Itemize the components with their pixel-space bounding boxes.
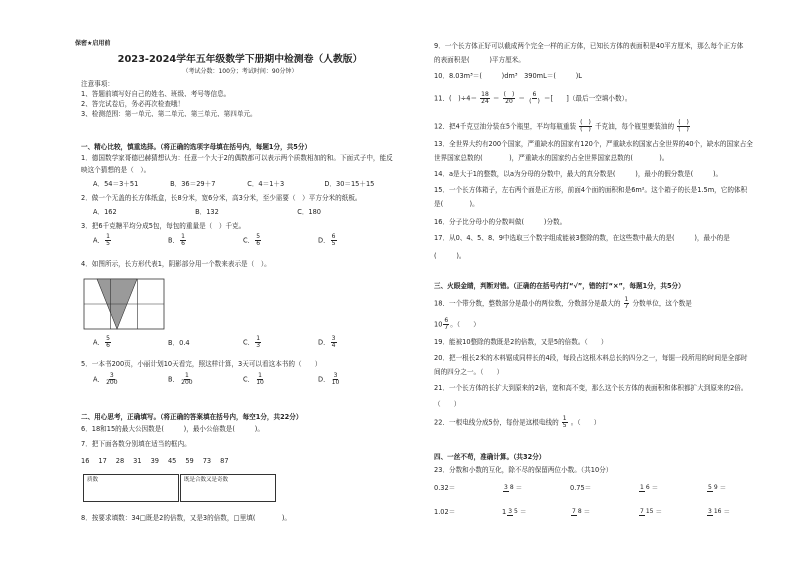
question-text: 1．德国数学家哥德巴赫猜想认为：任意一个大于2的偶数都可以表示两个质数相加的和。下面式子中，能反 [81, 154, 393, 162]
confidential-seal: 保密★启用前 [75, 40, 111, 47]
question-text: 20．把一根长2米的木料锯成同样长的4段，每段占这根木料总长的四分之一，每锯一段所用的时间是全部时 [434, 354, 748, 362]
fraction: $\frac{1}{10}$ [256, 372, 264, 386]
number-list [81, 457, 238, 466]
fraction: $\frac{5}{6}$ [256, 233, 261, 247]
exam-title: 2023-2024学年五年级数学下册期中检测卷（人教版） [117, 54, 363, 65]
number-item[interactable]: 73 [202, 457, 212, 465]
box-label: 既是合数又是奇数 [184, 477, 229, 483]
left-column [75, 0, 435, 562]
number-item[interactable]: 17 [98, 457, 107, 465]
options-row [93, 373, 393, 386]
question-text: 16．分子比分母小的分数叫做( )分数。 [434, 218, 567, 226]
number-item[interactable]: 28 [115, 457, 125, 465]
option[interactable]: A． $\frac{1}{5}$ [93, 233, 110, 247]
fraction: 3 8 [504, 483, 514, 491]
fraction: 1 6 [640, 483, 650, 491]
option[interactable]: B．36＝29＋7 [170, 180, 216, 188]
box-label: 质数 [87, 477, 99, 483]
question-text: 19．能被10整除的数既是2的倍数，又是5的倍数。（ ） [434, 338, 608, 346]
number-item[interactable]: 59 [185, 457, 194, 465]
option[interactable]: A．54＝3＋51 [93, 180, 139, 188]
calc-item: 1 3 5 ＝ [502, 507, 527, 516]
note-item: 1、答题前填写好自己的姓名、班级、考号等信息。 [81, 90, 231, 98]
number-item[interactable]: 45 [167, 457, 177, 465]
options-row [93, 208, 397, 217]
question-q12: 12．把4千克豆油分装在5个瓶里，平均每瓶重装 $\frac{( )}{( )}$ 千克油，每个瓶里要装油的 $\frac{( )}{( )}$ [434, 119, 689, 133]
options-row [93, 336, 393, 349]
question-text: 7．把下面各数分别填在适当的框内。 [81, 440, 191, 448]
fraction: $\frac{( )}{( )}$ [678, 119, 689, 133]
calc-item: 3 16 ＝ [708, 507, 731, 516]
note-item: 3、检测范围：第一单元、第二单元、第三单元、第四单元。 [81, 110, 257, 118]
fraction: $\frac{18}{24}$ [481, 91, 489, 105]
question-text: 23．分数和小数的互化，除不尽的保留两位小数。（共10分） [434, 466, 613, 474]
composite-odd-box[interactable] [180, 474, 276, 502]
fraction: $\frac{1}{5}$ [106, 233, 110, 247]
number-item[interactable]: 31 [133, 457, 142, 465]
fraction: 7 15 [640, 507, 654, 515]
question-text: ( )。 [434, 252, 466, 260]
fraction: $\frac{6}{5}$ [331, 233, 336, 247]
question-text: 间的四分之一。（ ） [434, 368, 504, 376]
question-text: 世界国家总数的( )，严重缺水的国家约占全世界国家总数的( )。 [434, 154, 669, 162]
fraction: $\frac{3}{4}$ [331, 335, 336, 349]
fraction: $\frac{3}{10}$ [331, 372, 340, 386]
fraction: $\frac{1}{200}$ [181, 372, 193, 386]
question-text: 4．如图所示，长方形代表1，阴影部分用一个数来表示是（ ）。 [81, 260, 271, 268]
calc-item: 0.32＝ [434, 484, 456, 492]
question-q11: 11．( )÷4＝ $\frac{18}{24}$ ＝ $\frac{( )}{20}$ ＝ $\frac{6}{( )}$ ＝[ ]（最后一空填小数）。 [434, 91, 632, 105]
section-heading: 四、一丝不苟，准确计算。（共32分） [434, 453, 546, 461]
option[interactable]: C． $\frac{5}{6}$ [243, 233, 261, 247]
question-text: 14．a是大于1的整数，以a为分母的分数中，最大的真分数是( )，最小的假分数是( )。 [434, 170, 723, 178]
option[interactable]: D． $\frac{3}{10}$ [318, 372, 340, 386]
calc-item: 0.75＝ [570, 484, 592, 492]
option[interactable]: D． $\frac{3}{4}$ [318, 335, 336, 349]
fraction: $\frac{1}{3}$ [256, 335, 261, 349]
question-text: 9．一个长方体正好可以截成两个完全一样的正方体，已知长方体的表面积是40平方厘米，那么每个正方体 [434, 42, 744, 50]
question-q18: 18．一个带分数，整数部分是最小的两位数，分数部分是最大的 $\frac{1}{7}$ 分数单位，这个数是 [434, 296, 692, 310]
question-text: 13．全世界大约有200个国家，严重缺水的国家有120个，严重缺水的国家占全世界的40个，缺水的国家占全 [434, 140, 753, 148]
question-text: （ ） [434, 400, 461, 408]
primes-box[interactable] [83, 474, 179, 502]
question-text: 的表面积是( )平方厘米。 [434, 56, 525, 64]
calc-item: 7 15 ＝ [640, 507, 663, 516]
fraction: $\frac{( )}{20}$ [503, 91, 515, 105]
fraction: 5 9 [708, 483, 718, 491]
option[interactable]: C．180 [297, 208, 322, 216]
option[interactable]: D． $\frac{6}{5}$ [318, 233, 336, 247]
option[interactable]: A． $\frac{3}{200}$ [93, 372, 118, 386]
fraction: $\frac{( )}{( )}$ [580, 119, 591, 133]
option[interactable]: C． $\frac{1}{3}$ [243, 335, 261, 349]
exam-subtitle: （考试分数：100分；考试时间：90分钟） [182, 68, 298, 75]
question-text: 15．一个长方体箱子，左右两个面是正方形，前面4个面的面积和是6m²。这个箱子的长是1.5m，它的体积 [434, 186, 748, 194]
question-text: 10．8.03m³＝( )dm³ 390mL＝( )L [434, 72, 582, 80]
options-row [93, 234, 393, 247]
question-text: 21．一个长方体的长扩大到原来的2倍，宽和高不变，那么这个长方体的表面积和体积都扩大到原来的2倍。 [434, 384, 748, 392]
calc-row [434, 484, 774, 493]
question-text: 8．按要求填数：34□既是2的倍数，又是3的倍数，□里填( )。 [81, 514, 292, 522]
fraction: $\frac{1}{7}$ [624, 296, 629, 310]
option[interactable]: C． $\frac{1}{10}$ [243, 372, 264, 386]
note-item: 2、答完试卷后，务必再次检查哦！ [81, 100, 185, 108]
question-q22: 22．一根电线分成5份，每份是这根电线的 $\frac{1}{5}$ 。（ ） [434, 415, 601, 429]
fraction: 3 5 [508, 507, 518, 515]
notes-heading: 注意事项： [81, 80, 114, 88]
question-text: 5．一本书200页，小丽计划10天看完，照这样计算，3天可以看这本书的（ ） [81, 360, 322, 368]
option[interactable]: B． $\frac{1}{6}$ [168, 233, 185, 247]
calc-item: 3 8 ＝ [504, 483, 523, 492]
calc-item: 7 8 ＝ [572, 507, 591, 516]
fraction: $\frac{5}{6}$ [106, 335, 110, 349]
option[interactable]: B． $\frac{1}{200}$ [168, 372, 193, 386]
question-text: 2．做一个无盖的长方体纸盒，长8分米，宽6分米，高3分米，至少需要（ ）平方分米的纸板。 [81, 194, 362, 202]
question-text: 3．把6千克糖平均分成5包，每包的重量是（ ）千克。 [81, 222, 246, 230]
number-item[interactable]: 87 [220, 457, 229, 465]
question-q18-answer: 10 $\frac{6}{7}$ 。（ ） [434, 317, 480, 331]
fraction: $\frac{6}{( )}$ [529, 91, 540, 105]
options-row [93, 180, 399, 189]
section-heading: 一、精心比较，慎重选择。（将正确的选项字母填在括号内，每题1分，共5分） [81, 143, 312, 151]
question-text: 映这个猜想的是（ ）。 [81, 166, 151, 174]
option[interactable]: B．132 [195, 208, 219, 216]
option[interactable]: C．4＝1＋3 [247, 180, 285, 188]
calc-row [434, 508, 774, 517]
fraction: 3 16 [708, 507, 722, 515]
fraction: $\frac{1}{6}$ [181, 233, 185, 247]
option[interactable]: B．0.4 [168, 338, 190, 347]
option[interactable]: A． $\frac{5}{6}$ [93, 335, 110, 349]
question-text: 17．从0、4、5、8、9中选取三个数字组成能被3整除的数，在这些数中最大的是( )，最小的是 [434, 234, 730, 242]
calc-item: 5 9 ＝ [708, 483, 727, 492]
fraction: $\frac{1}{5}$ [562, 415, 567, 429]
calc-item: 1 6 ＝ [640, 483, 659, 492]
fraction: 7 8 [572, 507, 582, 515]
question-text: 6．18和15的最大公因数是( )，最小公倍数是( )。 [81, 425, 264, 433]
option[interactable]: D．30＝15＋15 [324, 180, 375, 188]
fraction: $\frac{3}{200}$ [106, 372, 118, 386]
section-heading: 二、用心思考，正确填写。（将正确的答案填在括号内，每空1分，共22分） [81, 413, 303, 421]
number-item[interactable]: 16 [81, 457, 90, 465]
fraction: $\frac{6}{7}$ [444, 317, 449, 331]
shaded-rectangle-figure [83, 278, 165, 330]
right-column [428, 0, 788, 562]
question-text: 是( )。 [434, 200, 479, 208]
option[interactable]: A．162 [93, 208, 117, 216]
number-item[interactable]: 39 [150, 457, 159, 465]
section-heading: 三、火眼金睛，判断对错。（正确的在括号内打“√”，错的打“×”，每题1分，共5分） [434, 282, 685, 290]
calc-item: 1.02＝ [434, 508, 456, 516]
